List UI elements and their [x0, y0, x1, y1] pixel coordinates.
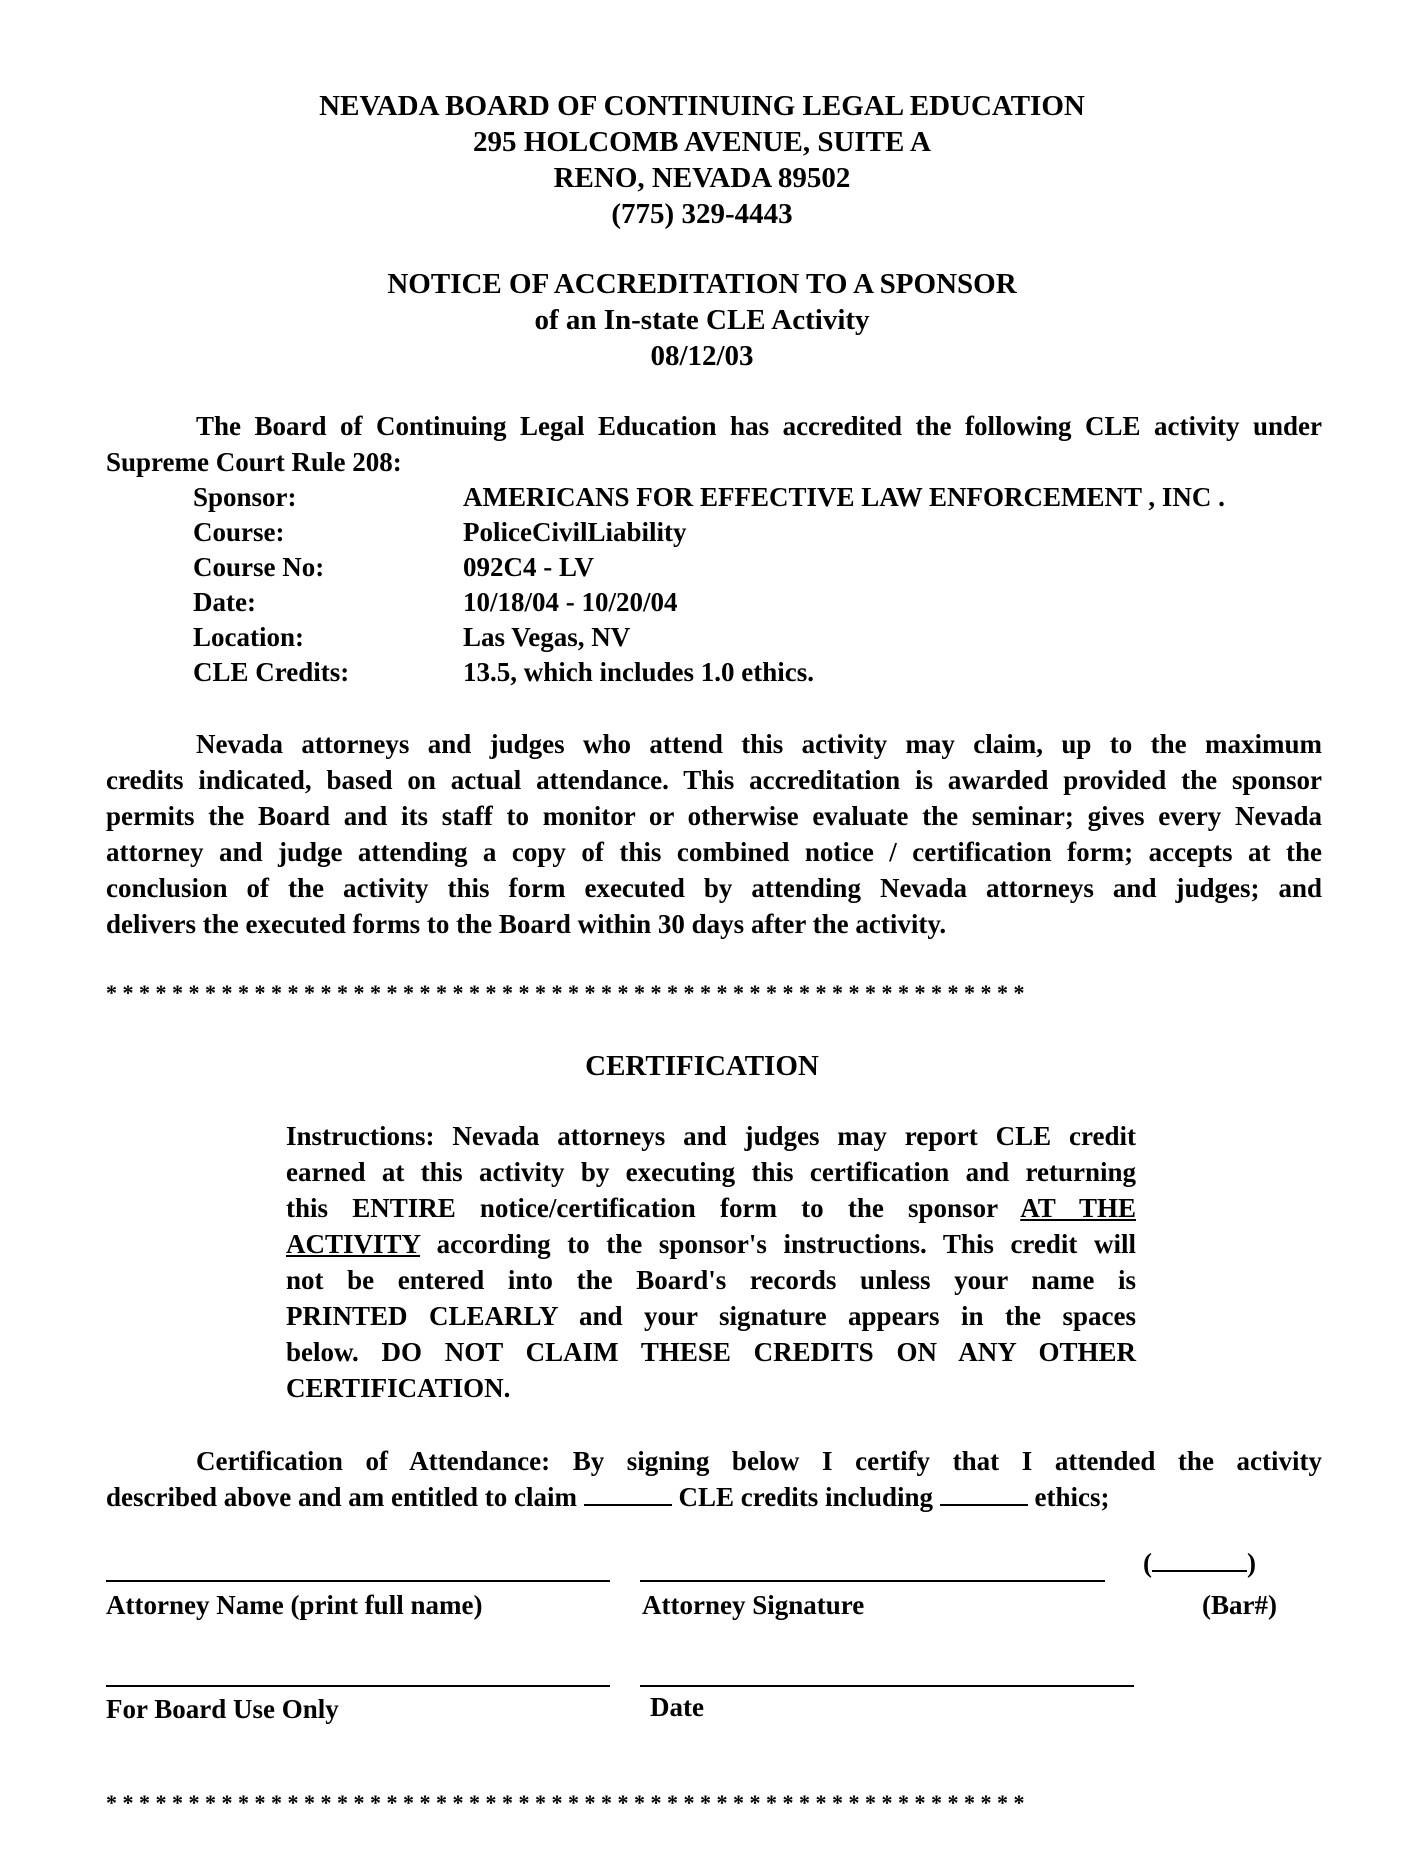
detail-value: AMERICANS FOR EFFECTIVE LAW ENFORCEMENT , INC .	[463, 482, 1225, 512]
cle-credits-blank[interactable]	[584, 1482, 672, 1506]
bar-number-label: (Bar#)	[1202, 1590, 1277, 1620]
date-label: Date	[650, 1692, 704, 1722]
attendance-text: ethics;	[1034, 1482, 1110, 1512]
attorney-name-label: Attorney Name (print full name)	[106, 1590, 483, 1620]
notice-title: NOTICE OF ACCREDITATION TO A SPONSOR	[387, 268, 1017, 300]
instructions-text: according to the sponsor's instructions. This credit will	[436, 1229, 1137, 1259]
intro-line-2: Supreme Court Rule 208:	[106, 447, 402, 477]
detail-label: Date:	[193, 587, 256, 617]
detail-row-cle-credits	[0, 655, 1404, 690]
org-name: NEVADA BOARD OF CONTINUING LEGAL EDUCATION	[319, 90, 1085, 122]
detail-row-location	[0, 620, 1404, 655]
board-use-label: For Board Use Only	[106, 1694, 339, 1724]
org-address-line2: RENO, NEVADA 89502	[553, 162, 851, 194]
instructions-line: Instructions: Nevada attorneys and judges may report CLE credit	[286, 1121, 1136, 1151]
notice-date: 08/12/03	[650, 340, 754, 372]
detail-row-course-no	[0, 550, 1404, 585]
attendance-text: CLE credits including	[678, 1482, 934, 1512]
instructions-line: below. DO NOT CLAIM THESE CREDITS ON ANY OTHER	[286, 1337, 1136, 1367]
intro-paragraph	[106, 408, 1322, 480]
org-address-line1: 295 HOLCOMB AVENUE, SUITE A	[473, 126, 931, 158]
detail-label: CLE Credits:	[193, 657, 350, 687]
attendance-text: described above and am entitled to claim	[106, 1482, 577, 1512]
instructions-line	[286, 1226, 1136, 1262]
ethics-credits-blank[interactable]	[940, 1482, 1028, 1506]
attorney-name-line[interactable]	[106, 1580, 610, 1582]
separator-stars-bottom: * * * * * * * * * * * * * * * * * * * * * * * * * * * * * * * * * * * * * * * * * * * * * * * * * * * * * * * *	[106, 1790, 1025, 1815]
org-phone: (775) 329-4443	[611, 198, 793, 230]
terms-paragraph	[106, 726, 1322, 942]
instructions-line: earned at this activity by executing this certification and returning	[286, 1157, 1136, 1187]
detail-row-sponsor	[0, 480, 1404, 515]
bar-close-paren: )	[1247, 1548, 1256, 1578]
date-line[interactable]	[640, 1685, 1134, 1687]
instructions-line: not be entered into the Board's records unless your name is	[286, 1265, 1136, 1295]
attorney-signature-label: Attorney Signature	[642, 1590, 865, 1620]
intro-line-1: The Board of Continuing Legal Education has accredited the following CLE activity under	[196, 411, 1322, 441]
detail-label: Location:	[193, 622, 304, 652]
detail-value: 092C4 - LV	[463, 552, 595, 582]
detail-label: Course:	[193, 517, 285, 547]
terms-line: Nevada attorneys and judges who attend this activity may claim, up to the maximum	[196, 729, 1322, 759]
detail-value: 13.5, which includes 1.0 ethics.	[463, 657, 815, 687]
certification-title: CERTIFICATION	[585, 1050, 819, 1082]
terms-line: attorney and judge attending a copy of this combined notice / certification form; accepts at the	[106, 837, 1322, 867]
attorney-signature-line[interactable]	[640, 1580, 1105, 1582]
instructions-line	[286, 1190, 1136, 1226]
detail-row-course	[0, 515, 1404, 550]
notice-subtitle: of an In-state CLE Activity	[534, 304, 870, 336]
bar-number-blank	[1152, 1550, 1247, 1572]
terms-line: conclusion of the activity this form executed by attending Nevada attorneys and judges; and	[106, 873, 1322, 903]
instructions-paragraph	[286, 1118, 1136, 1406]
instructions-text: this ENTIRE notice/certification form to the sponsor	[286, 1193, 998, 1223]
detail-label: Course No:	[193, 552, 325, 582]
instructions-line: PRINTED CLEARLY and your signature appears in the spaces	[286, 1301, 1136, 1331]
terms-line: permits the Board and its staff to monitor or otherwise evaluate the seminar; gives every Nevada	[106, 801, 1322, 831]
bar-open-paren: (	[1143, 1548, 1152, 1578]
activity-emphasis: ACTIVITY	[286, 1229, 421, 1259]
detail-value: PoliceCivilLiability	[463, 517, 687, 547]
detail-value: Las Vegas, NV	[463, 622, 631, 652]
attendance-line-2	[106, 1479, 1322, 1515]
detail-value: 10/18/04 - 10/20/04	[463, 587, 678, 617]
detail-label: Sponsor:	[193, 482, 297, 512]
detail-row-date	[0, 585, 1404, 620]
instructions-line: CERTIFICATION.	[286, 1373, 511, 1403]
separator-stars: * * * * * * * * * * * * * * * * * * * * * * * * * * * * * * * * * * * * * * * * * * * * * * * * * * * * * * * *	[106, 980, 1025, 1005]
attendance-paragraph	[106, 1443, 1322, 1515]
attendance-line-1: Certification of Attendance: By signing below I certify that I attended the activity	[196, 1446, 1322, 1476]
bar-number-field[interactable]	[1143, 1546, 1256, 1580]
terms-line: delivers the executed forms to the Board within 30 days after the activity.	[106, 909, 947, 939]
at-the-emphasis: AT THE	[1020, 1193, 1136, 1223]
board-use-line	[106, 1685, 610, 1687]
terms-line: credits indicated, based on actual attendance. This accreditation is awarded provided the sponsor	[106, 765, 1322, 795]
